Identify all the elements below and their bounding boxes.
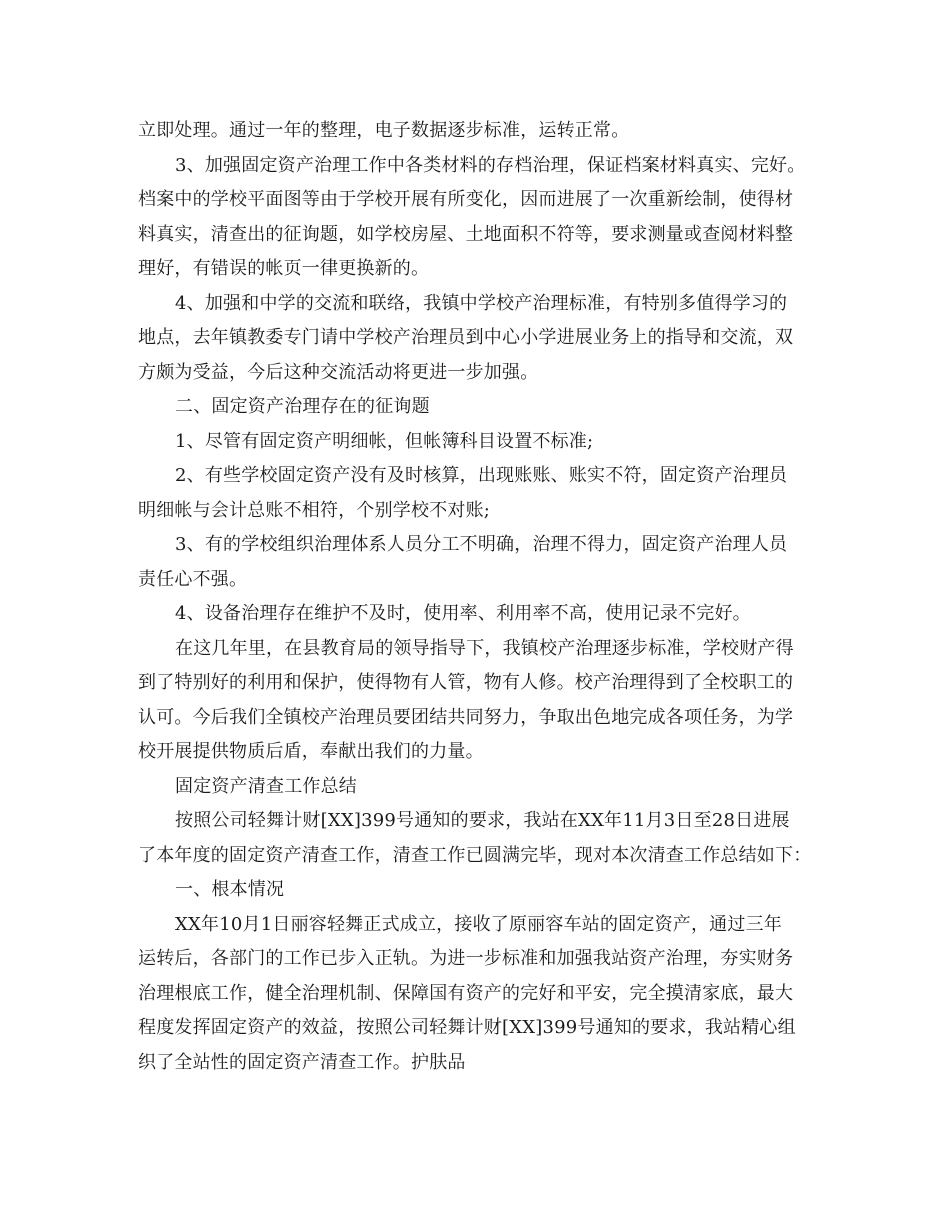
text-line: 了本年度的固定资产清查工作，清查工作已圆满完毕，现对本次清查工作总结如下：	[138, 844, 812, 866]
text-line: 明细帐与会计总账不相符，个别学校不对账;	[138, 499, 491, 521]
text-line: 4、加强和中学的交流和联络，我镇中学校产治理标准，有特别多值得学习的	[175, 292, 788, 314]
text-line: 3、有的学校组织治理体系人员分工不明确，治理不得力，固定资产治理人员	[175, 534, 788, 555]
text-line: 在这几年里，在县教育局的领导指导下，我镇校产治理逐步标准，学校财产得	[175, 637, 794, 659]
text-line: 治理根底工作，健全治理机制、保障国有资产的完好和平安，完全摸清家底，最大	[138, 982, 794, 1004]
text-line: 织了全站性的固定资产清查工作。护肤品	[138, 1051, 466, 1073]
text-line: 2、有些学校固定资产没有及时核算，出现账账、账实不符，固定资产治理员	[175, 465, 788, 486]
text-line: 按照公司轻舞计财[XX]399号通知的要求，我站在XX年11月3日至28日进展	[175, 810, 790, 831]
text-line: 固定资产清查工作总结	[175, 775, 357, 797]
text-line: 4、设备治理存在维护不及时，使用率、利用率不高，使用记录不完好。	[175, 603, 751, 624]
text-line: 3、加强固定资产治理工作中各类材料的存档治理，保证档案材料真实、完好。	[175, 154, 806, 176]
text-line: 校开展提供物质后盾，奉献出我们的力量。	[138, 741, 484, 762]
text-line: 责任心不强。	[138, 568, 248, 590]
text-line: 到了特别好的利用和保护，使得物有人管，物有人修。校产治理得到了全校职工的	[138, 672, 794, 693]
text-line: 地点，去年镇教委专门请中学校产治理员到中心小学进展业务上的指导和交流，双	[138, 327, 794, 348]
text-line: 料真实，清查出的征询题，如学校房屋、土地面积不符等，要求测量或查阅材料整	[138, 223, 794, 245]
text-line: 程度发挥固定资产的效益，按照公司轻舞计财[XX]399号通知的要求，我站精心组	[138, 1017, 796, 1038]
text-line: 认可。今后我们全镇校产治理员要团结共同努力，争取出色地完成各项任务，为学	[138, 706, 794, 728]
text-line: 运转后，各部门的工作已步入正轨。为进一步标准和加强我站资产治理，夯实财务	[138, 948, 794, 969]
text-line: 方颇为受益，今后这种交流活动将更进一步加强。	[138, 361, 539, 383]
document-body	[138, 114, 838, 1080]
text-line: 理好，有错误的帐页一律更换新的。	[138, 258, 430, 279]
text-line: 立即处理。通过一年的整理，电子数据逐步标准，运转正常。	[138, 120, 630, 141]
text-line: 1、尽管有固定资产明细帐，但帐簿科目设置不标准;	[175, 430, 594, 452]
text-line: 二、固定资产治理存在的征询题	[175, 396, 430, 417]
text-line: 一、根本情况	[175, 879, 285, 900]
text-line: XX年10月1日丽容轻舞正式成立，接收了原丽容车站的固定资产，通过三年	[175, 913, 782, 935]
text-line: 档案中的学校平面图等由于学校开展有所变化，因而进展了一次重新绘制，使得材	[138, 189, 794, 210]
